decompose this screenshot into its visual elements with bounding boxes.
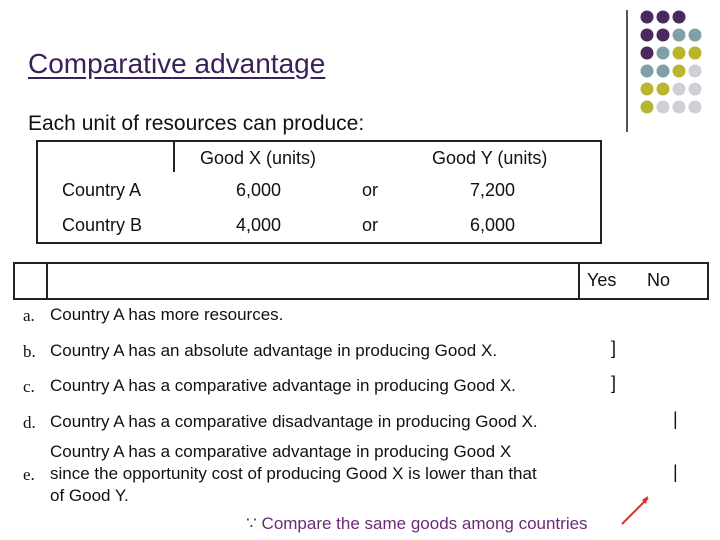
question-letter: c. — [23, 377, 35, 396]
decorative-dot — [641, 65, 654, 78]
subtitle: Each unit of resources can produce: — [28, 112, 365, 135]
decorative-dot — [657, 65, 670, 78]
yes-header: Yes — [587, 270, 617, 290]
decorative-dot — [641, 101, 654, 114]
slide-title: Comparative advantage — [28, 48, 326, 79]
header-frame-mid — [44, 262, 580, 300]
decorative-dot — [657, 101, 670, 114]
answer-mark-no: | — [673, 409, 678, 429]
decorative-dot — [673, 65, 686, 78]
decorative-dot — [689, 65, 702, 78]
decorative-dot — [657, 83, 670, 96]
decorative-dot — [673, 83, 686, 96]
question-text-line: since the opportunity cost of producing Good X is lower than that — [50, 464, 537, 483]
answer-mark-yes: ] — [611, 338, 617, 358]
decorative-dot — [673, 101, 686, 114]
decorative-dot — [641, 11, 654, 24]
question-text: Country A has a comparative disadvantage in producing Good X. — [50, 412, 538, 431]
question-letter: e. — [23, 465, 35, 484]
row-value-x: 6,000 — [236, 180, 282, 200]
decorative-dot — [689, 29, 702, 42]
decorative-dot — [641, 47, 654, 60]
row-country: Country B — [62, 215, 143, 235]
row-country: Country A — [62, 180, 142, 200]
hint-note: ∵ Compare the same goods among countries — [246, 514, 588, 533]
decorative-dot — [673, 47, 686, 60]
question-text: Country A has more resources. — [50, 305, 284, 324]
row-value-x: 4,000 — [236, 215, 282, 235]
question-letter: b. — [23, 342, 36, 361]
row-value-y: 7,200 — [470, 180, 516, 200]
header-good-x: Good X (units) — [200, 148, 317, 168]
no-header: No — [647, 270, 671, 290]
decorative-dot — [689, 101, 702, 114]
answer-mark-yes: ] — [611, 373, 617, 393]
question-text: Country A has a comparative advantage in producing Good X. — [50, 376, 516, 395]
decorative-dot — [641, 29, 654, 42]
production-table — [36, 140, 602, 244]
question-text-line: of Good Y. — [50, 486, 129, 505]
table-divider — [173, 142, 175, 172]
decorative-dot-grid — [640, 10, 720, 130]
answer-mark-no: | — [673, 462, 678, 482]
header-good-y: Good Y (units) — [432, 148, 548, 168]
decorative-dot — [673, 29, 686, 42]
divider-vertical — [626, 10, 628, 132]
pointer-arrow-icon — [616, 490, 656, 530]
question-text-line: Country A has a comparative advantage in producing Good X — [50, 442, 512, 461]
header-frame-left — [13, 262, 48, 300]
decorative-dot — [657, 29, 670, 42]
decorative-dot — [641, 83, 654, 96]
decorative-dot — [657, 47, 670, 60]
question-text — [50, 441, 537, 507]
question-letter: a. — [23, 306, 35, 325]
row-or: or — [362, 180, 379, 200]
question-text: Country A has an absolute advantage in producing Good X. — [50, 341, 498, 360]
row-value-y: 6,000 — [470, 215, 516, 235]
quiz-table — [13, 262, 709, 512]
decorative-dot — [673, 11, 686, 24]
question-letter: d. — [23, 413, 36, 432]
decorative-dot — [689, 47, 702, 60]
decorative-dot — [689, 83, 702, 96]
row-or: or — [362, 215, 379, 235]
decorative-dot — [657, 11, 670, 24]
